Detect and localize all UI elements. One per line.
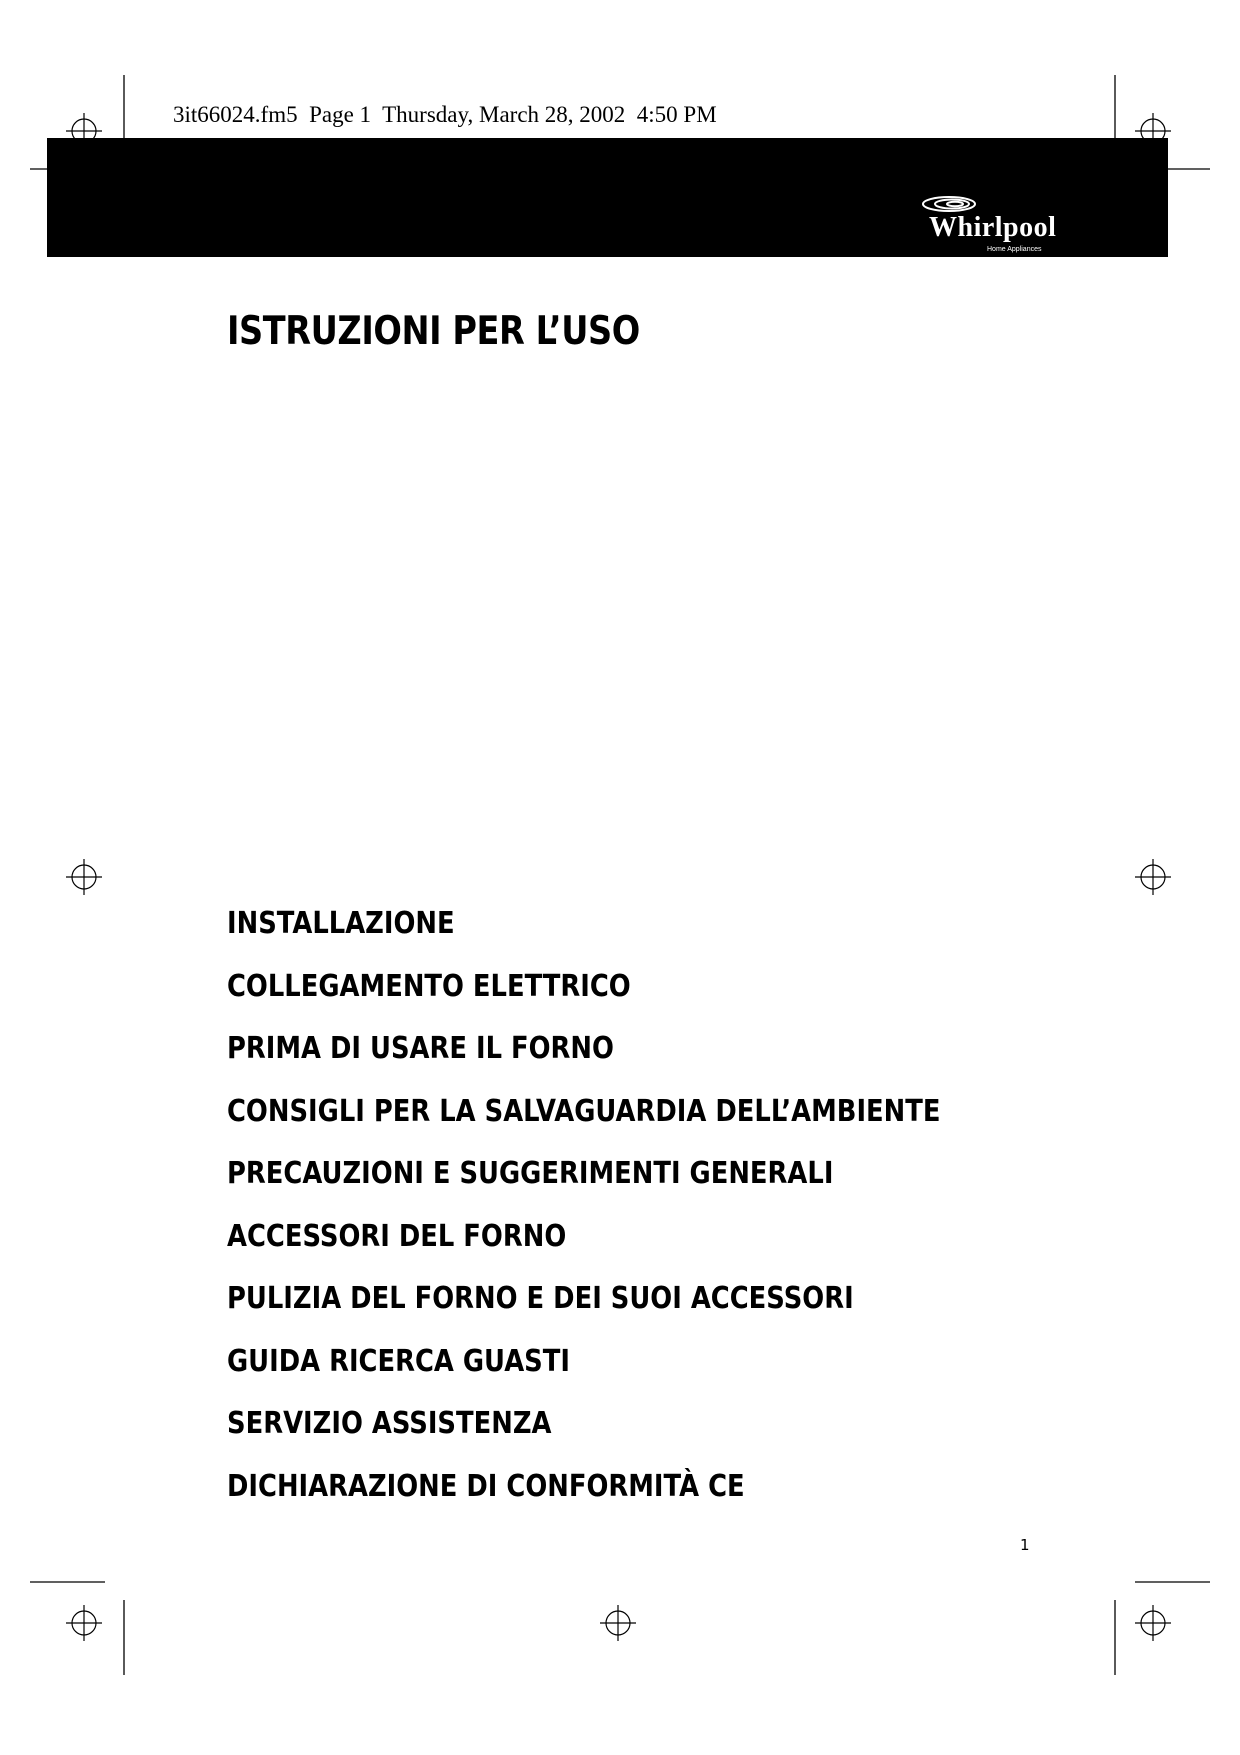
- header-bar: [47, 138, 1168, 257]
- registration-target-mid-left: [66, 859, 102, 895]
- section-item: PRIMA DI USARE IL FORNO: [227, 1031, 614, 1066]
- registration-target-bottom-left: [66, 1605, 102, 1641]
- document-title: ISTRUZIONI PER L’USO: [227, 309, 640, 354]
- section-item: PRECAUZIONI E SUGGERIMENTI GENERALI: [227, 1156, 834, 1191]
- section-list: [227, 904, 1057, 1529]
- section-item: SERVIZIO ASSISTENZA: [227, 1406, 552, 1441]
- section-item: CONSIGLI PER LA SALVAGUARDIA DELL’AMBIENTE: [227, 1093, 941, 1129]
- section-item: PULIZIA DEL FORNO E DEI SUOI ACCESSORI: [227, 1281, 854, 1316]
- swirl-icon: [919, 194, 979, 214]
- brand-name: Whirlpool: [929, 212, 1057, 243]
- section-item: ACCESSORI DEL FORNO: [227, 1218, 567, 1254]
- registration-target-bottom-center: [600, 1605, 636, 1641]
- print-slug: 3it66024.fm5 Page 1 Thursday, March 28, 2002 4:50 PM: [173, 102, 717, 127]
- registration-target-bottom-right: [1135, 1605, 1171, 1641]
- page-number: 1: [1020, 1536, 1030, 1554]
- brand-tagline: Home Appliances: [987, 246, 1042, 253]
- section-item: GUIDA RICERCA GUASTI: [227, 1343, 570, 1379]
- section-item: DICHIARAZIONE DI CONFORMITÀ CE: [227, 1468, 745, 1504]
- section-item: COLLEGAMENTO ELETTRICO: [227, 968, 631, 1004]
- section-item: INSTALLAZIONE: [227, 906, 455, 941]
- registration-target-mid-right: [1135, 859, 1171, 895]
